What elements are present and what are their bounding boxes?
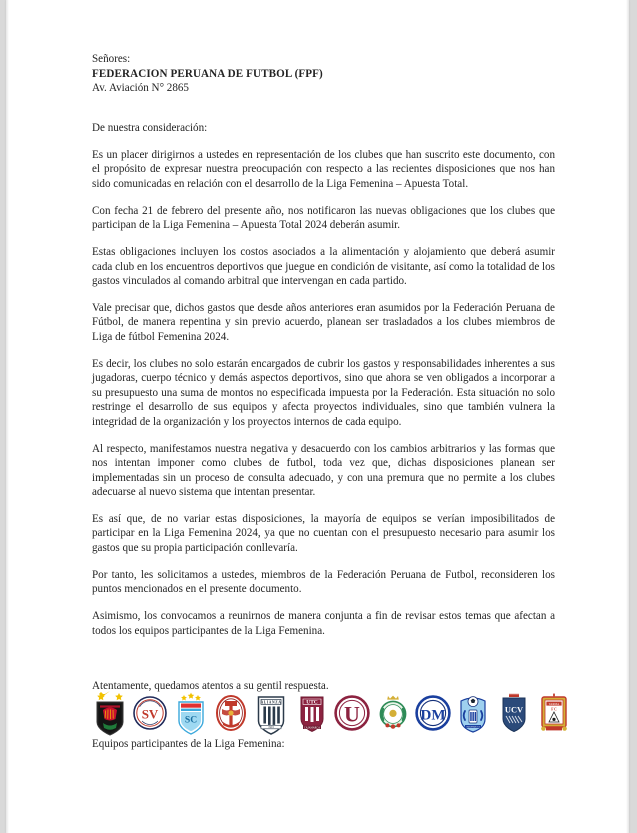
svg-text:UCV: UCV	[504, 705, 523, 715]
atletico-grau-crest	[375, 689, 411, 737]
recipient-address: Av. Aviación N° 2865	[92, 82, 189, 95]
ADT-crest	[536, 689, 572, 737]
page-left-edge-shadow	[6, 0, 9, 833]
letter-body	[92, 52, 555, 751]
letter-paragraph: Estas obligaciones incluyen los costos asociados a la alimentación y alojamiento que deberá asumir cada club en los encuentros deportivos que juegue en condición de visitante, así como la totalidad de los gastos vinculados al comando arbitral que intervengan en cada partido.	[92, 246, 555, 288]
letter-paragraph: Es así que, de no variar estas disposiciones, la mayoría de equipos se verían imposibilitados de participar en la Liga Femenina 2024, ya que no cuentan con el presupuesto necesario para asumir los gastos que su propia participación conllevaría.	[92, 512, 555, 554]
alianza-lima-crest	[253, 689, 289, 737]
svg-text:TARMA: TARMA	[548, 701, 560, 706]
letter-closing: Atentamente, quedamos atentos a su gentil respuesta.	[92, 680, 329, 693]
universitario-crest	[334, 689, 370, 737]
letter-paragraph: Al respecto, manifestamos nuestra negativa y desacuerdo con los cambios arbitrarios y las formas que nos intentan imponer como clubes de futbol, toda vez que, dichas disposiciones planean ser implementadas sin un proceso de consulta adecuado, y con una premura que no permite a los clubes adecuarse al nuevo sistema que intentan presentar.	[92, 442, 555, 498]
mannucci-crest	[455, 689, 491, 737]
svg-text:1901: 1901	[268, 726, 275, 730]
recipient-organization: FEDERACION PERUANA DE FUTBOL (FPF)	[92, 67, 323, 80]
sporting-cristal-crest	[173, 689, 209, 737]
svg-text:ALIANZA: ALIANZA	[261, 700, 282, 705]
letter-paragraph: Vale precisar que, dichos gastos que desde años anteriores eran asumidos por la Federación Peruana de Fútbol, de manera repentina y sin previo acuerdo, planean ser trasladados a los clubes miembros de Liga de fútbol Femenina 2024.	[92, 302, 555, 343]
club-crest-row	[92, 680, 572, 746]
letter-paragraph: Es decir, los clubes no solo estarán encargados de cubrir los gastos y responsabilidades inherentes a sus jugadoras, cuerpo técnico y demás aspectos deportivos, sino que ahora se ven obligados a incorporar a su presupuesto una suma de montos no especificada impuesta por la Federación. Esta situación no solo restringe el desarrollo de sus equipos y afecta proyectos individuales, sino que también vulnera la integridad de la organización y los proyectos internos de cada equipo.	[92, 357, 555, 428]
svg-text:MANNUCCI: MANNUCCI	[466, 725, 480, 729]
deportivo-municipal-crest	[415, 689, 451, 737]
svg-text:UTC: UTC	[306, 699, 318, 706]
letter-paragraph: Por tanto, les solicitamos a ustedes, miembros de la Federación Peruana de Futbol, reconsideren los puntos mencionados en el presente documento.	[92, 568, 555, 596]
svg-text:CAJAMARCA: CAJAMARCA	[303, 726, 320, 730]
svg-text:SC: SC	[184, 714, 197, 726]
svg-text:U: U	[344, 701, 361, 727]
svg-text:SV: SV	[142, 706, 159, 722]
ucv-crest	[496, 689, 532, 737]
letter-opening: De nuestra consideración:	[92, 121, 208, 134]
ayacucho-crest	[213, 689, 249, 737]
melgar-crest	[92, 689, 128, 737]
recipient-block	[92, 52, 555, 96]
page-right-edge-shadow	[626, 0, 629, 833]
recipient-salutation: Señores:	[92, 53, 131, 65]
svg-text:F C: F C	[551, 707, 557, 712]
letter-paragraph: Es un placer dirigirnos a ustedes en representación de los clubes que han suscrito este documento, con el propósito de expresar nuestra preocupación con respecto a las recientes disposiciones que nos han sido comunicadas en relación con el desarrollo de la Liga Femenina – Apuesta Total.	[92, 148, 555, 190]
utc-crest	[294, 689, 330, 737]
letter-paragraph: Con fecha 21 de febrero del presente año, nos notificaron las nuevas obligaciones que los clubes que participan de la Liga Femenina – Apuesta Total 2024 deberán asumir.	[92, 204, 555, 232]
svg-text:DM: DM	[420, 707, 446, 724]
sport-victoria-crest	[132, 689, 168, 737]
letter-paragraph: Asimismo, los convocamos a reunirnos de manera conjunta a fin de revisar estos temas que afectan a todos los equipos participantes de la Liga Femenina.	[92, 610, 555, 637]
participating-teams-heading: Equipos participantes de la Liga Femenina:	[92, 737, 285, 750]
